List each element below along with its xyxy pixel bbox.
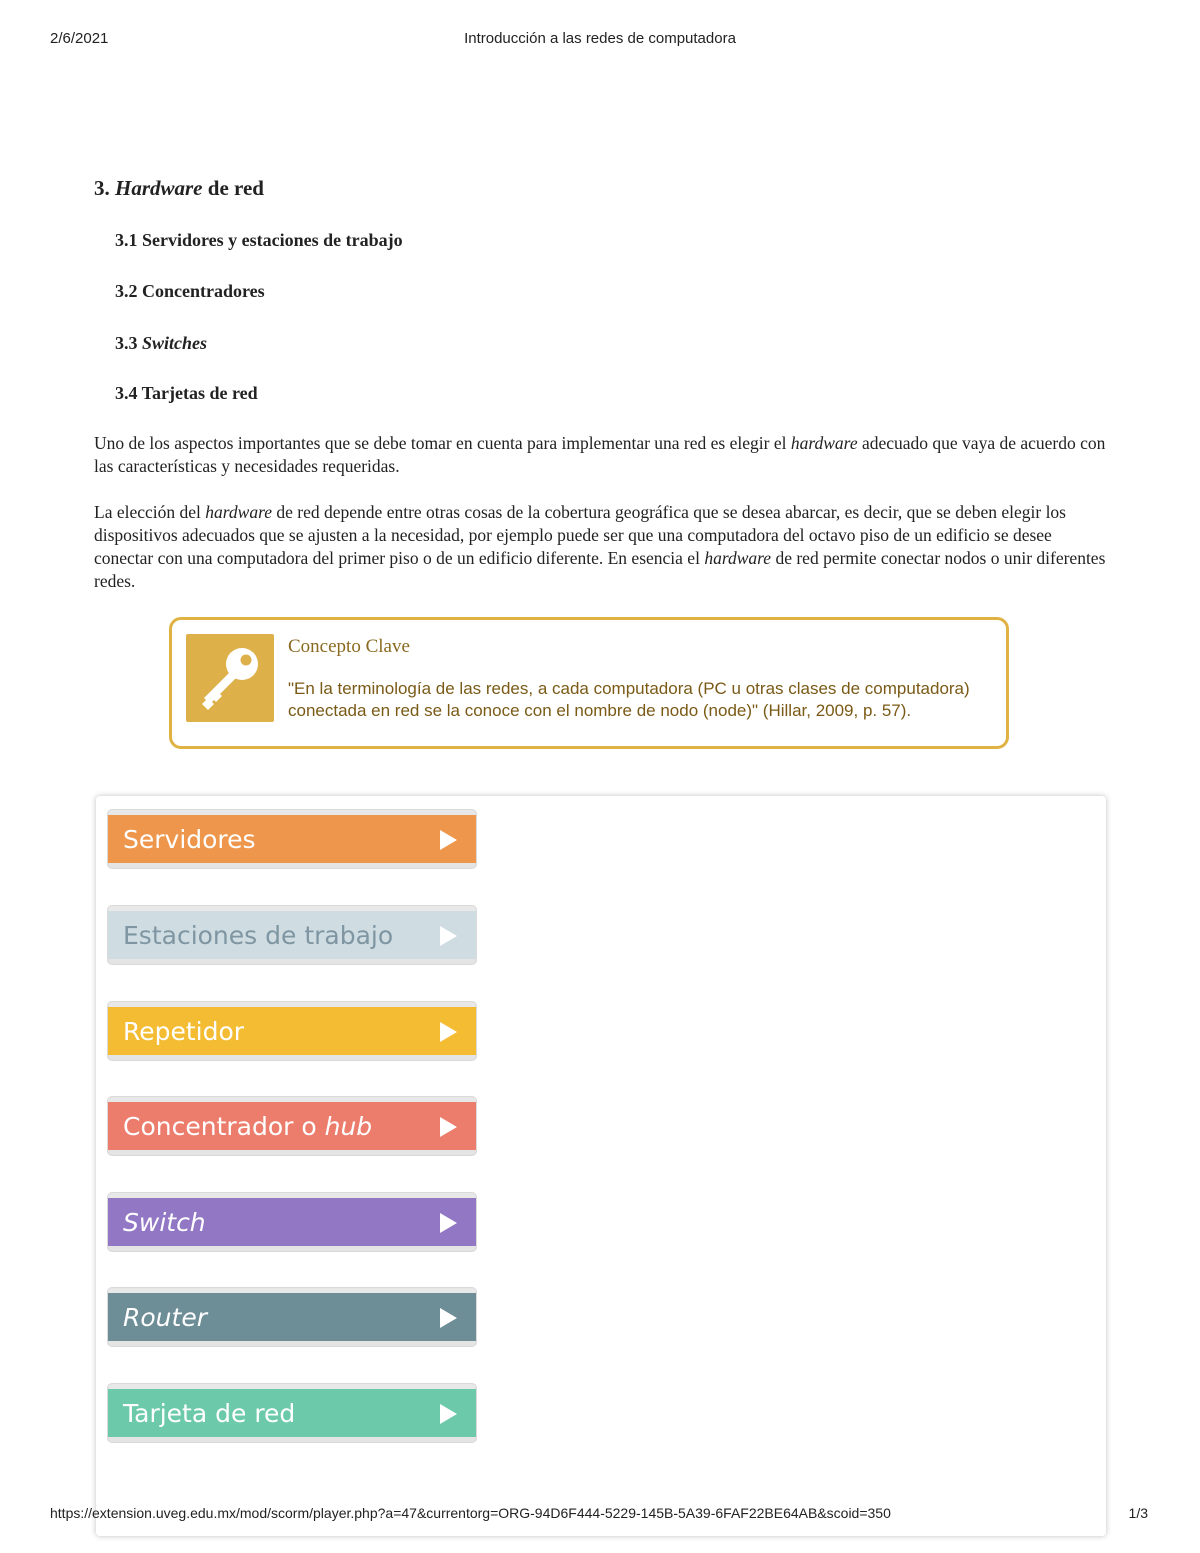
header-date: 2/6/2021 bbox=[50, 30, 109, 47]
paragraph-2-italic-1: hardware bbox=[205, 502, 273, 522]
subsection-3-3-number: 3.3 bbox=[115, 333, 138, 353]
paragraph-2-italic-2: hardware bbox=[704, 548, 772, 568]
servidores-label: Servidores bbox=[123, 825, 256, 854]
section-heading bbox=[94, 176, 264, 201]
paragraph-1-text-b: adecuado que vaya de acuerdo con las características y necesidades requeridas. bbox=[94, 433, 1106, 476]
paragraph-1-text-a: Uno de los aspectos importantes que se debe tomar en cuenta para implementar una red es elegir el bbox=[94, 433, 787, 453]
subsection-3-4: 3.4 Tarjetas de red bbox=[115, 383, 258, 403]
repetidor-button[interactable] bbox=[108, 1002, 476, 1060]
play-arrow-icon bbox=[438, 1116, 458, 1138]
subsection-3-3 bbox=[115, 333, 207, 354]
section-title-italic: Hardware bbox=[115, 176, 203, 200]
footer-url[interactable]: https://extension.uveg.edu.mx/mod/scorm/player.php?a=47&currentorg=ORG-94D6F444-5229-145B-5A39-6FAF22BE64AB&scoid=350 bbox=[50, 1505, 891, 1521]
play-arrow-icon bbox=[438, 1021, 458, 1043]
servidores-button[interactable] bbox=[108, 810, 476, 868]
switch-label: Switch bbox=[123, 1208, 206, 1237]
accordion-panel bbox=[96, 796, 1106, 1536]
router-label: Router bbox=[123, 1303, 207, 1332]
play-arrow-icon bbox=[438, 829, 458, 851]
concentrador-hub-label bbox=[123, 1112, 372, 1141]
paragraph-2-text-b: de red depende entre otras cosas de la cobertura geográfica que se desea abarcar, es decir, que se deben elegir los dispositivos adecuados que se ajusten a la necesidad, por ejemplo puede ser que una computadora del octavo piso de un edificio se desee conectar con una computadora del primer piso o de un edificio diferente. En esencia el bbox=[94, 502, 1066, 568]
paragraph-2-text-a: La elección del bbox=[94, 502, 201, 522]
footer-page-number: 1/3 bbox=[1128, 1505, 1148, 1521]
tarjeta-de-red-button[interactable] bbox=[108, 1384, 476, 1442]
hub-label-italic: hub bbox=[324, 1112, 373, 1141]
concept-text: "En la terminología de las redes, a cada computadora (PC u otras clases de computadora) conectada en red se la conoce con el nombre de nodo (node)" (Hillar, 2009, p. 57). bbox=[288, 679, 970, 720]
play-arrow-icon bbox=[438, 1212, 458, 1234]
header-title: Introducción a las redes de computadora bbox=[464, 30, 736, 47]
section-title-rest: de red bbox=[207, 176, 264, 200]
switch-button[interactable] bbox=[108, 1193, 476, 1251]
router-button[interactable] bbox=[108, 1288, 476, 1346]
estaciones-de-trabajo-label: Estaciones de trabajo bbox=[123, 921, 394, 950]
paragraph-1-italic: hardware bbox=[790, 433, 858, 453]
key-icon bbox=[186, 634, 274, 722]
paragraph-2-text-c: de red permite conectar nodos o unir diferentes redes. bbox=[94, 548, 1106, 591]
play-arrow-icon bbox=[438, 1307, 458, 1329]
concept-title: Concepto Clave bbox=[288, 636, 410, 657]
play-arrow-icon bbox=[438, 1403, 458, 1425]
concentrador-hub-button[interactable] bbox=[108, 1097, 476, 1155]
paragraph-2 bbox=[94, 501, 1109, 593]
concentrador-label-text: Concentrador o bbox=[123, 1112, 317, 1141]
play-arrow-icon bbox=[438, 925, 458, 947]
subsection-3-2: 3.2 Concentradores bbox=[115, 281, 265, 301]
subsection-3-1: 3.1 Servidores y estaciones de trabajo bbox=[115, 230, 403, 250]
repetidor-label: Repetidor bbox=[123, 1017, 245, 1046]
estaciones-de-trabajo-button[interactable] bbox=[108, 906, 476, 964]
subsection-3-3-italic: Switches bbox=[142, 333, 208, 353]
section-number: 3. bbox=[94, 176, 110, 200]
paragraph-1 bbox=[94, 432, 1109, 478]
tarjeta-de-red-label: Tarjeta de red bbox=[123, 1399, 296, 1428]
concept-box bbox=[169, 617, 1009, 749]
